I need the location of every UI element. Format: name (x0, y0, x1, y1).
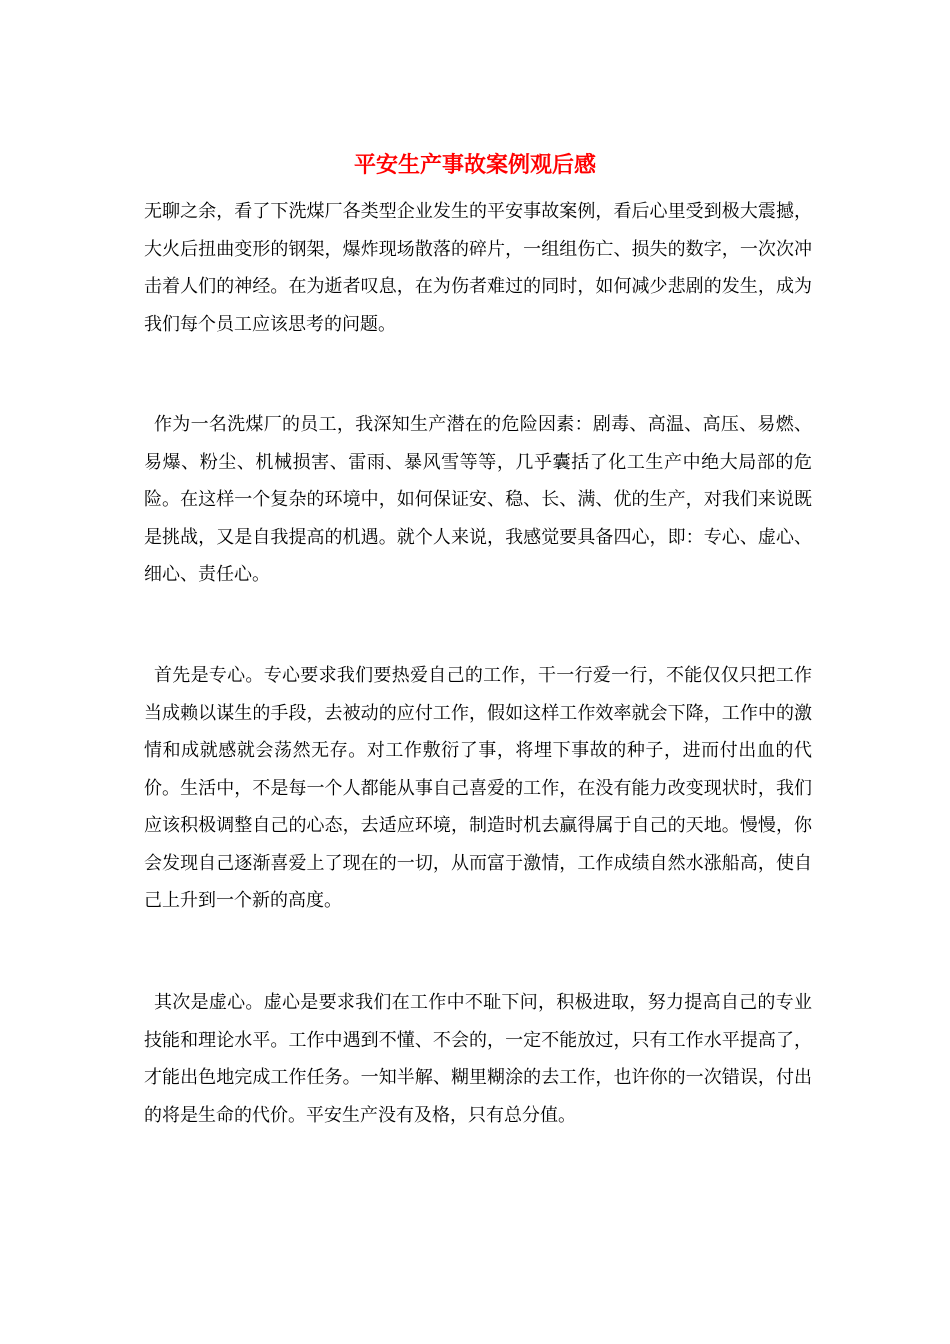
paragraph-intro: 无聊之余，看了下洗煤厂各类型企业发生的平安事故案例，看后心里受到极大震撼，大火后扭曲变形的钢架，爆炸现场散落的碎片，一组组伤亡、损失的数字，一次次冲击着人们的神经。在为逝者叹息，在为伤者难过的同时，如何减少悲剧的发生，成为我们每个员工应该思考的问题。 (144, 201, 812, 335)
document-title: 平安生产事故案例观后感 (353, 152, 596, 178)
paragraph-humility: 其次是虚心。虚心是要求我们在工作中不耻下问，积极进取，努力提高自己的专业技能和理论水平。工作中遇到不懂、不会的，一定不能放过，只有工作水平提高了，才能出色地完成工作任务。一知半解、糊里糊涂的去工作，也许你的一次错误，付出的将是生命的代价。平安生产没有及格，只有总分值。 (144, 992, 812, 1126)
paragraph-hazards: 作为一名洗煤厂的员工，我深知生产潜在的危险因素：剧毒、高温、高压、易燃、易爆、粉尘、机械损害、雷雨、暴风雪等等，几乎囊括了化工生产中绝大局部的危险。在这样一个复杂的环境中，如何保证安、稳、长、满、优的生产，对我们来说既是挑战，又是自我提高的机遇。就个人来说，我感觉要具备四心，即：专心、虚心、细心、责任心。 (144, 414, 812, 585)
paragraph-focus: 首先是专心。专心要求我们要热爱自己的工作，干一行爱一行，不能仅仅只把工作当成赖以谋生的手段，去被动的应付工作，假如这样工作效率就会下降，工作中的激情和成就感就会荡然无存。对工作敷衍了事，将埋下事故的种子，进而付出血的代价。生活中，不是每一个人都能从事自己喜爱的工作，在没有能力改变现状时，我们应该积极调整自己的心态，去适应环境，制造时机去赢得属于自己的天地。慢慢，你会发现自己逐渐喜爱上了现在的一切，从而富于激情，工作成绩自然水涨船高，使自己上升到一个新的高度。 (144, 665, 812, 911)
